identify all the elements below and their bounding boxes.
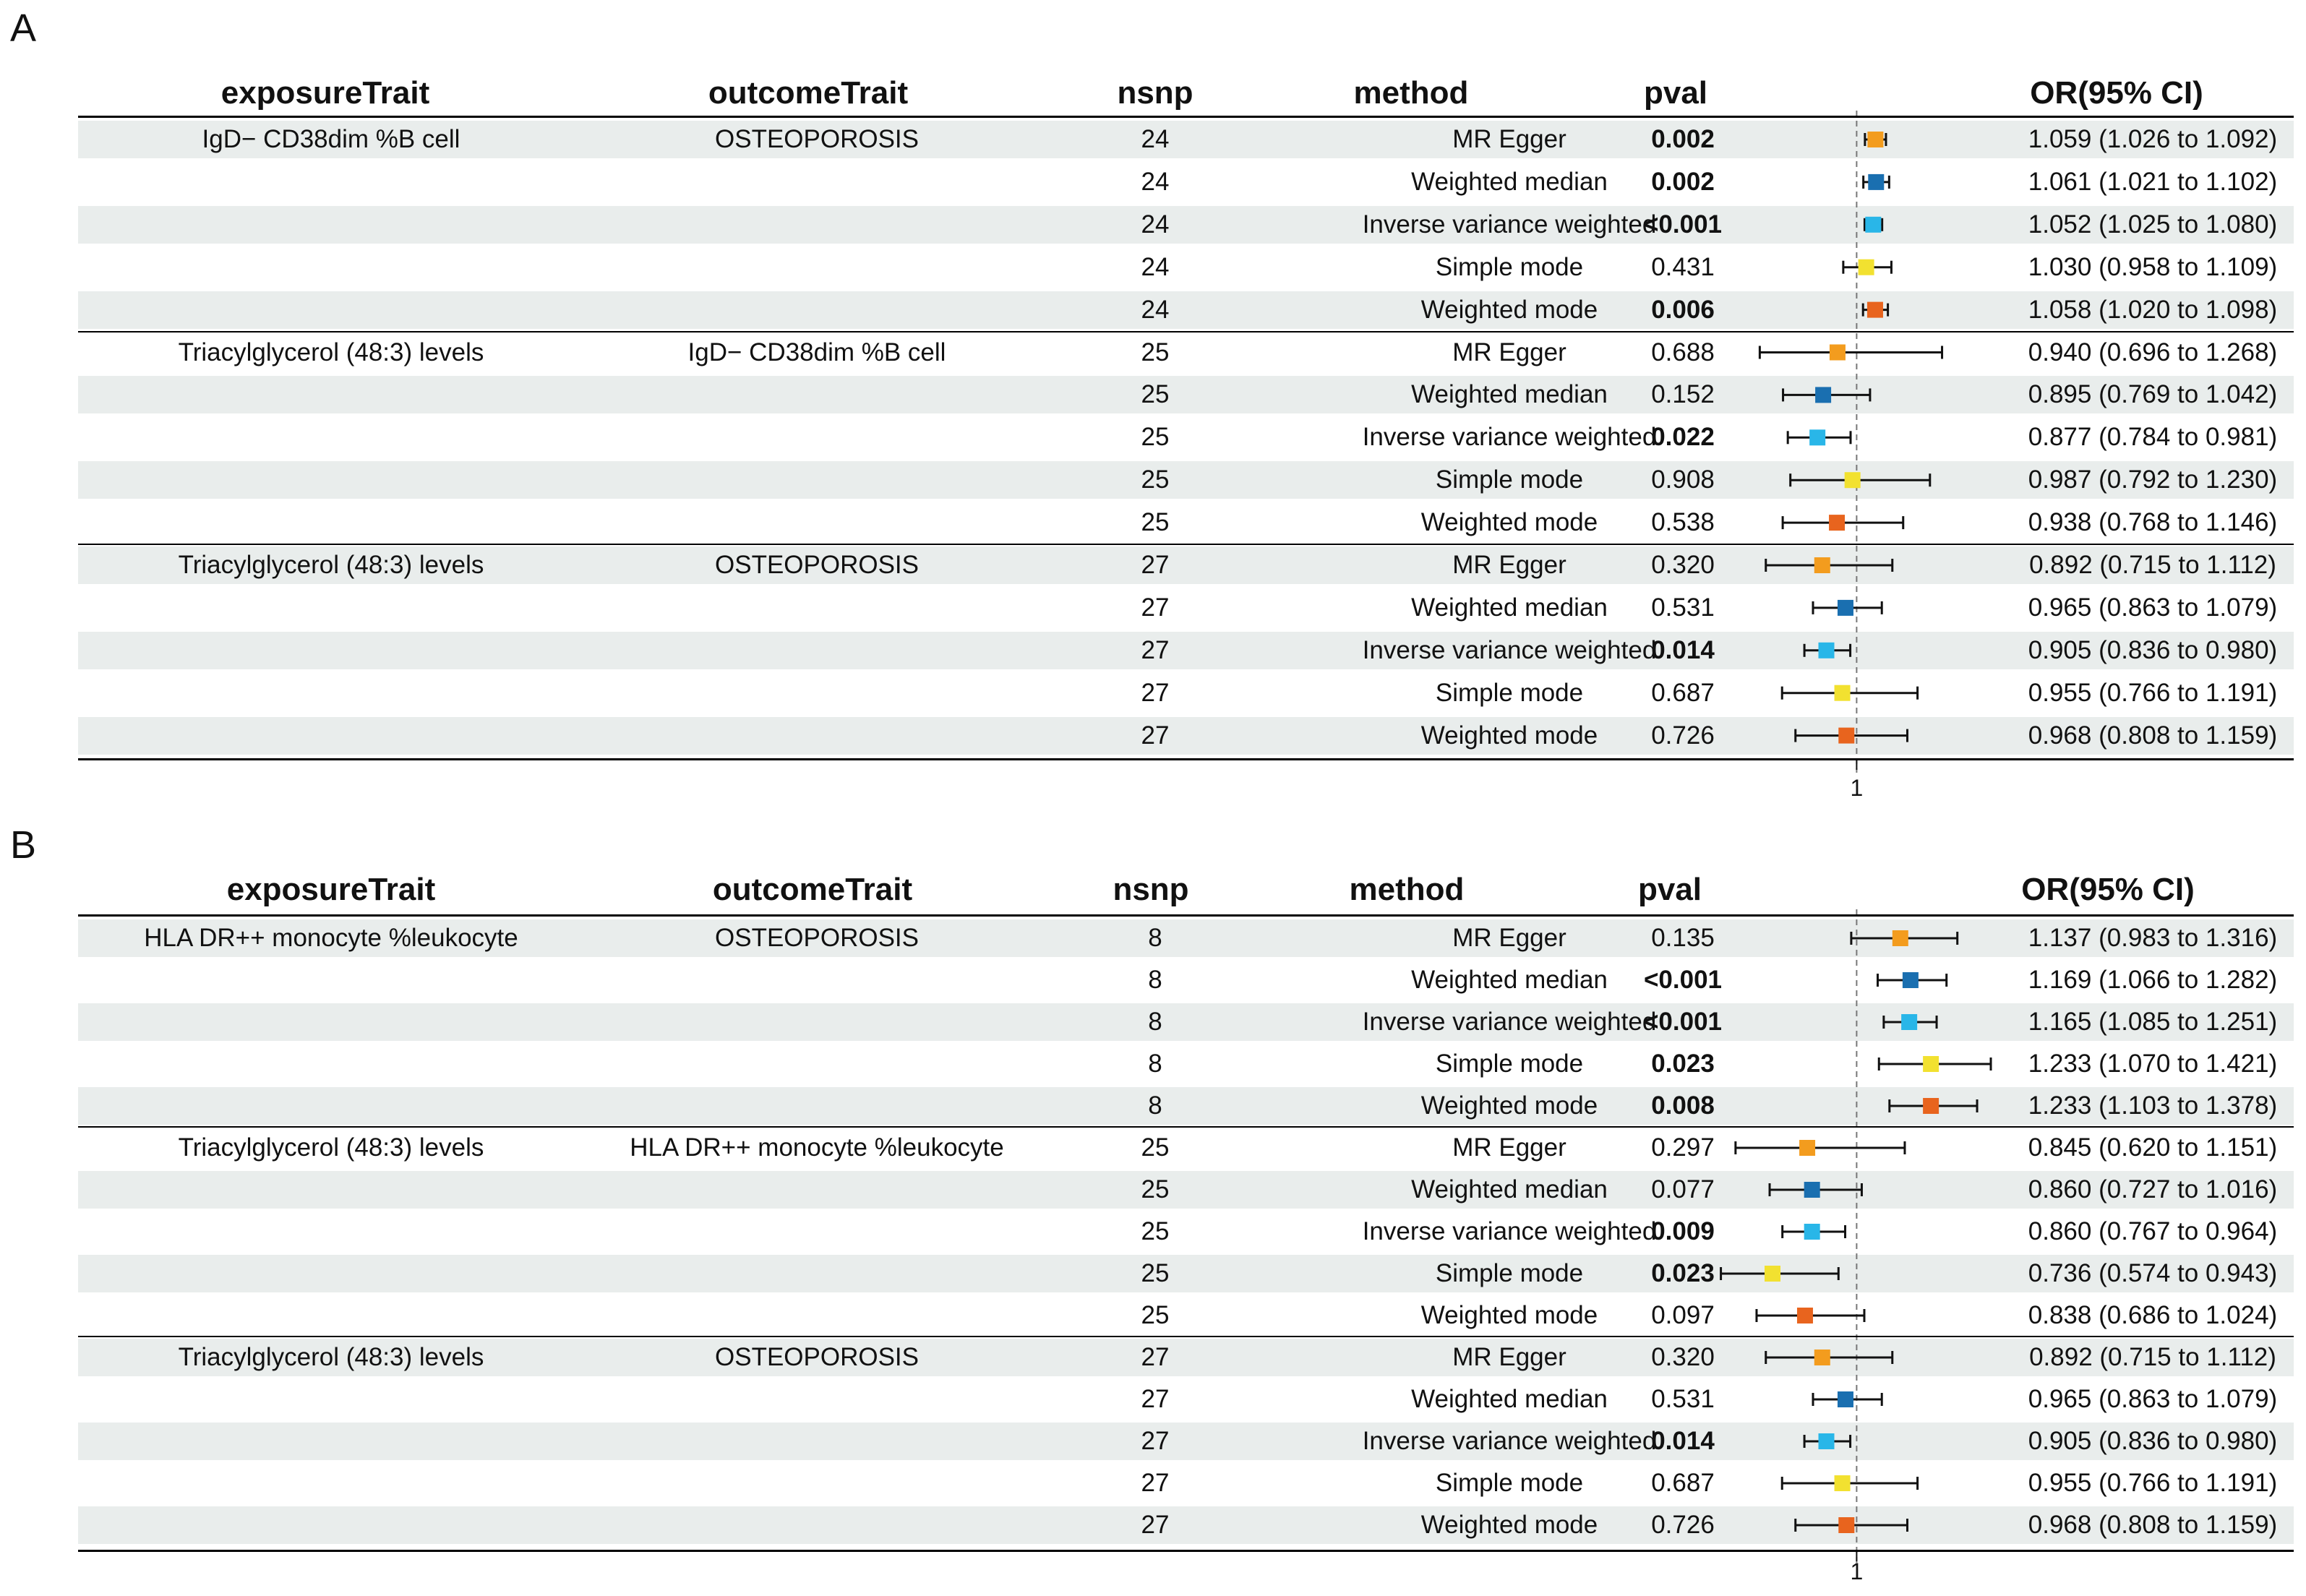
nsnp-cell: 24 (1141, 295, 1170, 324)
forest-mark (1782, 1475, 1917, 1491)
pval-cell: 0.009 (1651, 1217, 1715, 1245)
method-cell: Inverse variance weighted (1362, 423, 1657, 452)
panel-label: A (10, 7, 37, 50)
column-header-pval: pval (1637, 872, 1702, 907)
method-cell: Weighted median (1411, 1385, 1608, 1413)
pval-cell: 0.687 (1651, 678, 1715, 707)
pval-cell: 0.687 (1651, 1469, 1715, 1497)
nsnp-cell: 8 (1148, 1091, 1162, 1120)
pval-cell: 0.152 (1651, 380, 1715, 409)
nsnp-cell: 25 (1141, 338, 1170, 366)
or-point (1799, 1140, 1815, 1156)
or-ci-cell: 0.968 (0.808 to 1.159) (2028, 1511, 2278, 1539)
or-ci-cell: 0.845 (0.620 to 1.151) (2028, 1133, 2278, 1162)
nsnp-cell: 24 (1141, 125, 1170, 153)
group-separator (78, 331, 2294, 332)
or-point (1804, 1182, 1820, 1198)
outcome-cell: HLA DR++ monocyte %leukocyte (630, 1133, 1004, 1162)
column-header-or: OR(95% CI) (2021, 872, 2195, 907)
forest-mark (1851, 930, 1958, 946)
nsnp-cell: 25 (1141, 1133, 1170, 1162)
table-bottom-rule (78, 758, 2294, 760)
method-cell: Inverse variance weighted (1362, 1008, 1657, 1036)
panel-label: B (10, 823, 37, 867)
or-ci-cell: 0.987 (0.792 to 1.230) (2028, 466, 2278, 494)
or-point (1903, 972, 1919, 988)
or-ci-cell: 0.905 (0.836 to 0.980) (2028, 1427, 2278, 1455)
or-point (1901, 1014, 1917, 1030)
or-point (1815, 387, 1831, 403)
forest-mark (1864, 174, 1890, 190)
or-ci-cell: 0.905 (0.836 to 0.980) (2028, 635, 2278, 664)
method-cell: Weighted mode (1420, 295, 1598, 324)
method-cell: Inverse variance weighted (1362, 1427, 1657, 1455)
nsnp-cell: 24 (1141, 167, 1170, 196)
or-ci-cell: 1.058 (1.020 to 1.098) (2028, 295, 2278, 324)
forest-mark (1791, 472, 1930, 488)
forest-mark (1865, 132, 1886, 147)
column-header-or: OR(95% CI) (2030, 75, 2203, 111)
outcome-cell: OSTEOPOROSIS (715, 924, 919, 952)
or-ci-cell: 0.965 (0.863 to 1.079) (2028, 593, 2278, 622)
or-ci-cell: 1.052 (1.025 to 1.080) (2028, 210, 2278, 239)
pval-cell: <0.001 (1643, 966, 1723, 994)
or-point (1923, 1098, 1939, 1114)
or-ci-cell: 0.940 (0.696 to 1.268) (2028, 338, 2278, 366)
pval-cell: <0.001 (1643, 1008, 1723, 1036)
pval-cell: 0.297 (1651, 1133, 1715, 1162)
nsnp-cell: 24 (1141, 210, 1170, 239)
pval-cell: 0.726 (1651, 721, 1715, 750)
pval-cell: 0.002 (1651, 125, 1715, 153)
method-cell: Inverse variance weighted (1362, 210, 1657, 239)
forest-mark (1759, 345, 1942, 361)
nsnp-cell: 25 (1141, 508, 1170, 537)
outcome-cell: OSTEOPOROSIS (715, 1343, 919, 1371)
method-cell: MR Egger (1452, 1133, 1566, 1162)
or-ci-cell: 0.955 (0.766 to 1.191) (2028, 1469, 2278, 1497)
method-cell: Weighted median (1411, 380, 1608, 409)
nsnp-cell: 27 (1141, 551, 1170, 579)
method-cell: Weighted median (1411, 593, 1608, 622)
forest-mark (1813, 1391, 1882, 1407)
column-header-pval: pval (1643, 75, 1708, 111)
pval-cell: 0.008 (1651, 1091, 1715, 1120)
forest-mark (1863, 302, 1887, 318)
or-ci-cell: 0.860 (0.727 to 1.016) (2028, 1175, 2278, 1204)
method-cell: Weighted mode (1420, 508, 1598, 537)
or-point (1814, 1350, 1830, 1365)
forest-mark (1864, 217, 1882, 233)
or-ci-cell: 0.877 (0.784 to 0.981) (2028, 423, 2278, 452)
or-point (1865, 217, 1881, 233)
forest-mark (1879, 1056, 1991, 1072)
or-point (1814, 557, 1830, 573)
column-header-exposure: exposureTrait (220, 75, 430, 111)
method-cell: MR Egger (1452, 125, 1566, 153)
method-cell: Weighted mode (1420, 721, 1598, 750)
pval-cell: 0.531 (1651, 1385, 1715, 1413)
or-ci-cell: 1.137 (0.983 to 1.316) (2028, 924, 2278, 952)
method-cell: Simple mode (1435, 1469, 1584, 1497)
or-point (1923, 1056, 1939, 1072)
method-cell: MR Egger (1452, 924, 1566, 952)
forest-mark (1813, 600, 1882, 616)
method-cell: MR Egger (1452, 1343, 1566, 1371)
pval-cell: 0.320 (1651, 551, 1715, 579)
or-ci-cell: 1.059 (1.026 to 1.092) (2028, 125, 2278, 153)
forest-mark (1766, 1350, 1893, 1365)
pval-cell: <0.001 (1643, 210, 1723, 239)
or-point (1829, 515, 1845, 531)
or-point (1835, 1475, 1851, 1491)
or-ci-cell: 0.895 (0.769 to 1.042) (2028, 380, 2278, 409)
or-ci-cell: 1.030 (0.958 to 1.109) (2028, 252, 2278, 281)
nsnp-cell: 25 (1141, 1301, 1170, 1329)
nsnp-cell: 25 (1141, 1217, 1170, 1245)
or-point (1830, 345, 1846, 361)
pval-cell: 0.320 (1651, 1343, 1715, 1371)
pval-cell: 0.077 (1651, 1175, 1715, 1204)
or-ci-cell: 0.938 (0.768 to 1.146) (2028, 508, 2278, 537)
nsnp-cell: 27 (1141, 678, 1170, 707)
or-point (1819, 643, 1835, 658)
pval-cell: 0.023 (1651, 1259, 1715, 1287)
forest-mark (1884, 1014, 1937, 1030)
or-ci-cell: 0.892 (0.715 to 1.112) (2029, 1343, 2276, 1371)
pval-cell: 0.538 (1651, 508, 1715, 537)
forest-mark (1796, 1517, 1908, 1533)
pval-cell: 0.002 (1651, 167, 1715, 196)
method-cell: Weighted mode (1420, 1091, 1598, 1120)
nsnp-cell: 24 (1141, 252, 1170, 281)
forest-mark (1783, 1224, 1846, 1240)
forest-mark (1721, 1266, 1839, 1282)
method-cell: Simple mode (1435, 1050, 1584, 1078)
method-cell: MR Egger (1452, 551, 1566, 579)
nsnp-cell: 25 (1141, 1259, 1170, 1287)
or-point (1804, 1224, 1820, 1240)
reference-tick-label: 1 (1850, 1558, 1864, 1584)
or-ci-cell: 0.955 (0.766 to 1.191) (2028, 678, 2278, 707)
or-ci-cell: 0.736 (0.574 to 0.943) (2028, 1259, 2278, 1287)
group-separator (78, 1126, 2294, 1128)
or-ci-cell: 1.165 (1.085 to 1.251) (2028, 1008, 2278, 1036)
exposure-cell: Triacylglycerol (48:3) levels (178, 338, 484, 366)
method-cell: Weighted median (1411, 167, 1608, 196)
or-point (1867, 302, 1883, 318)
column-header-outcome: outcomeTrait (712, 872, 913, 907)
method-cell: Inverse variance weighted (1362, 635, 1657, 664)
table-top-rule (78, 116, 2294, 118)
nsnp-cell: 27 (1141, 1343, 1170, 1371)
pval-cell: 0.908 (1651, 466, 1715, 494)
pval-cell: 0.135 (1651, 924, 1715, 952)
or-ci-cell: 0.965 (0.863 to 1.079) (2028, 1385, 2278, 1413)
forest-mark (1757, 1308, 1864, 1323)
pval-cell: 0.014 (1651, 635, 1715, 664)
column-header-nsnp: nsnp (1117, 75, 1193, 111)
nsnp-cell: 25 (1141, 1175, 1170, 1204)
method-cell: Simple mode (1435, 466, 1584, 494)
forest-mark (1770, 1182, 1861, 1198)
forest-mark (1766, 557, 1893, 573)
pval-cell: 0.726 (1651, 1511, 1715, 1539)
forest-mark (1804, 1433, 1850, 1449)
table-top-rule (78, 914, 2294, 917)
or-ci-cell: 0.968 (0.808 to 1.159) (2028, 721, 2278, 750)
nsnp-cell: 8 (1148, 966, 1162, 994)
nsnp-cell: 25 (1141, 380, 1170, 409)
nsnp-cell: 27 (1141, 1469, 1170, 1497)
or-point (1838, 1391, 1853, 1407)
method-cell: MR Egger (1452, 338, 1566, 366)
outcome-cell: OSTEOPOROSIS (715, 125, 919, 153)
nsnp-cell: 27 (1141, 1427, 1170, 1455)
pval-cell: 0.431 (1651, 252, 1715, 281)
forest-mark (1843, 259, 1892, 275)
forest-mark (1877, 972, 1946, 988)
or-ci-cell: 0.860 (0.767 to 0.964) (2028, 1217, 2278, 1245)
pval-cell: 0.023 (1651, 1050, 1715, 1078)
nsnp-cell: 8 (1148, 924, 1162, 952)
or-ci-cell: 1.061 (1.021 to 1.102) (2028, 167, 2278, 196)
or-point (1809, 429, 1825, 445)
forest-plot-b (0, 802, 2306, 1596)
reference-tick-label: 1 (1850, 775, 1864, 801)
or-ci-cell: 0.892 (0.715 to 1.112) (2029, 551, 2276, 579)
or-ci-cell: 1.233 (1.070 to 1.421) (2028, 1050, 2278, 1078)
pval-cell: 0.097 (1651, 1301, 1715, 1329)
method-cell: Weighted mode (1420, 1511, 1598, 1539)
nsnp-cell: 27 (1141, 635, 1170, 664)
or-point (1765, 1266, 1780, 1282)
pval-cell: 0.531 (1651, 593, 1715, 622)
or-point (1838, 1517, 1854, 1533)
method-cell: Inverse variance weighted (1362, 1217, 1657, 1245)
forest-mark (1782, 685, 1917, 701)
or-point (1845, 472, 1861, 488)
group-separator (78, 1336, 2294, 1337)
column-header-nsnp: nsnp (1113, 872, 1189, 907)
forest-mark (1804, 643, 1850, 658)
nsnp-cell: 27 (1141, 1511, 1170, 1539)
exposure-cell: Triacylglycerol (48:3) levels (178, 1133, 484, 1162)
nsnp-cell: 27 (1141, 593, 1170, 622)
pval-cell: 0.688 (1651, 338, 1715, 366)
or-point (1797, 1308, 1813, 1323)
nsnp-cell: 25 (1141, 423, 1170, 452)
exposure-cell: HLA DR++ monocyte %leukocyte (144, 924, 518, 952)
pval-cell: 0.014 (1651, 1427, 1715, 1455)
method-cell: Simple mode (1435, 1259, 1584, 1287)
or-ci-cell: 0.838 (0.686 to 1.024) (2028, 1301, 2278, 1329)
forest-mark (1890, 1098, 1977, 1114)
outcome-cell: IgD− CD38dim %B cell (687, 338, 946, 366)
or-point (1838, 728, 1854, 744)
exposure-cell: Triacylglycerol (48:3) levels (178, 1343, 484, 1371)
forest-mark (1736, 1140, 1905, 1156)
column-header-method: method (1349, 872, 1465, 907)
or-point (1893, 930, 1908, 946)
or-point (1868, 174, 1884, 190)
or-point (1859, 259, 1874, 275)
column-header-method: method (1353, 75, 1469, 111)
or-ci-cell: 1.169 (1.066 to 1.282) (2028, 966, 2278, 994)
exposure-cell: IgD− CD38dim %B cell (202, 125, 460, 153)
or-point (1867, 132, 1883, 147)
or-point (1819, 1433, 1835, 1449)
pval-cell: 0.006 (1651, 295, 1715, 324)
or-ci-cell: 1.233 (1.103 to 1.378) (2028, 1091, 2278, 1120)
table-bottom-rule (78, 1550, 2294, 1552)
nsnp-cell: 25 (1141, 466, 1170, 494)
nsnp-cell: 27 (1141, 721, 1170, 750)
method-cell: Weighted median (1411, 1175, 1608, 1204)
column-header-outcome: outcomeTrait (708, 75, 909, 111)
nsnp-cell: 8 (1148, 1050, 1162, 1078)
method-cell: Weighted median (1411, 966, 1608, 994)
pval-cell: 0.022 (1651, 423, 1715, 452)
or-point (1835, 685, 1851, 701)
forest-mark (1788, 429, 1851, 445)
exposure-cell: Triacylglycerol (48:3) levels (178, 551, 484, 579)
column-header-exposure: exposureTrait (226, 872, 436, 907)
nsnp-cell: 8 (1148, 1008, 1162, 1036)
forest-panel-b (0, 802, 2306, 1596)
method-cell: Simple mode (1435, 252, 1584, 281)
nsnp-cell: 27 (1141, 1385, 1170, 1413)
forest-mark (1783, 515, 1903, 531)
forest-mark (1796, 728, 1908, 744)
outcome-cell: OSTEOPOROSIS (715, 551, 919, 579)
group-separator (78, 544, 2294, 545)
method-cell: Weighted mode (1420, 1301, 1598, 1329)
method-cell: Simple mode (1435, 678, 1584, 707)
or-point (1838, 600, 1853, 616)
